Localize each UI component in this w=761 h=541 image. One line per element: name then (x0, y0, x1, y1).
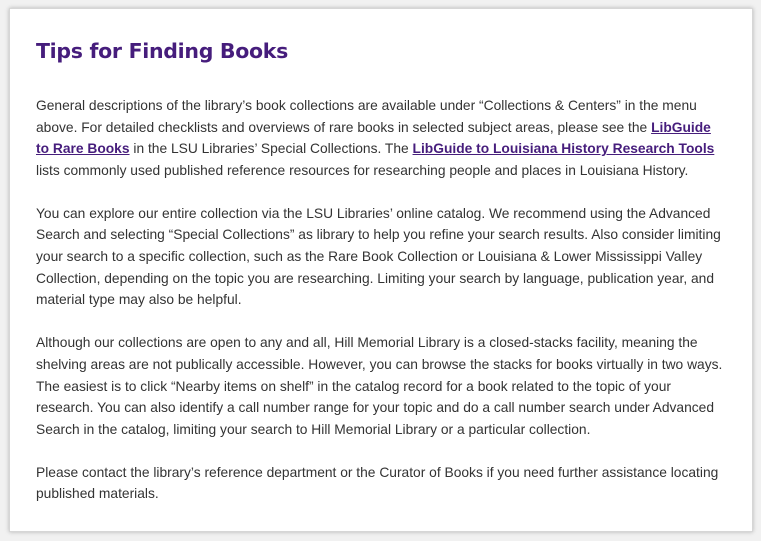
paragraph-text: in the LSU Libraries’ Special Collections. The (129, 141, 413, 157)
paragraph-catalog: You can explore our entire collection via the LSU Libraries’ online catalog. We recommend using the Advanced Search and selecting “Special Collections” as library to help you refine your search results. Also consider limiting your search to a specific collection, such as the Rare Book Collection or Louisiana & Lower Mississippi Valley Collection, depending on the topic you are researching. Limiting your search by language, publication year, and material type may also be helpful. (36, 205, 721, 308)
libguide-louisiana-history-link[interactable]: LibGuide to Louisiana History Research Tools (412, 141, 715, 157)
paragraph-contact: Please contact the library’s reference department or the Curator of Books if you need further assistance locating published materials. (36, 464, 719, 502)
content-card (9, 8, 753, 532)
paragraph-closed-stacks: Although our collections are open to any and all, Hill Memorial Library is a closed-stacks facility, meaning the shelving areas are not publically accessible. However, you can browse the stacks for books virtually in two ways. The easiest is to click “Nearby items on shelf” in the catalog record for a book related to the topic of your research. You can also identify a call number range for your topic and do a call number search under Advanced Search in the catalog, limiting your search to Hill Memorial Library or a particular collection. (36, 335, 723, 437)
page-title: Tips for Finding Books (36, 39, 289, 63)
libguide-rare-books-link[interactable]: LibGuide to Rare Books (36, 119, 711, 157)
paragraph-collections (36, 95, 726, 181)
paragraph-text: lists commonly used published reference resources for researching people and places in Louisiana History. (36, 162, 689, 178)
paragraph-text: General descriptions of the library’s book collections are available under “Collections & Centers” in the menu above. For detailed checklists and overviews of rare books in selected subject areas, please see the (36, 98, 697, 135)
